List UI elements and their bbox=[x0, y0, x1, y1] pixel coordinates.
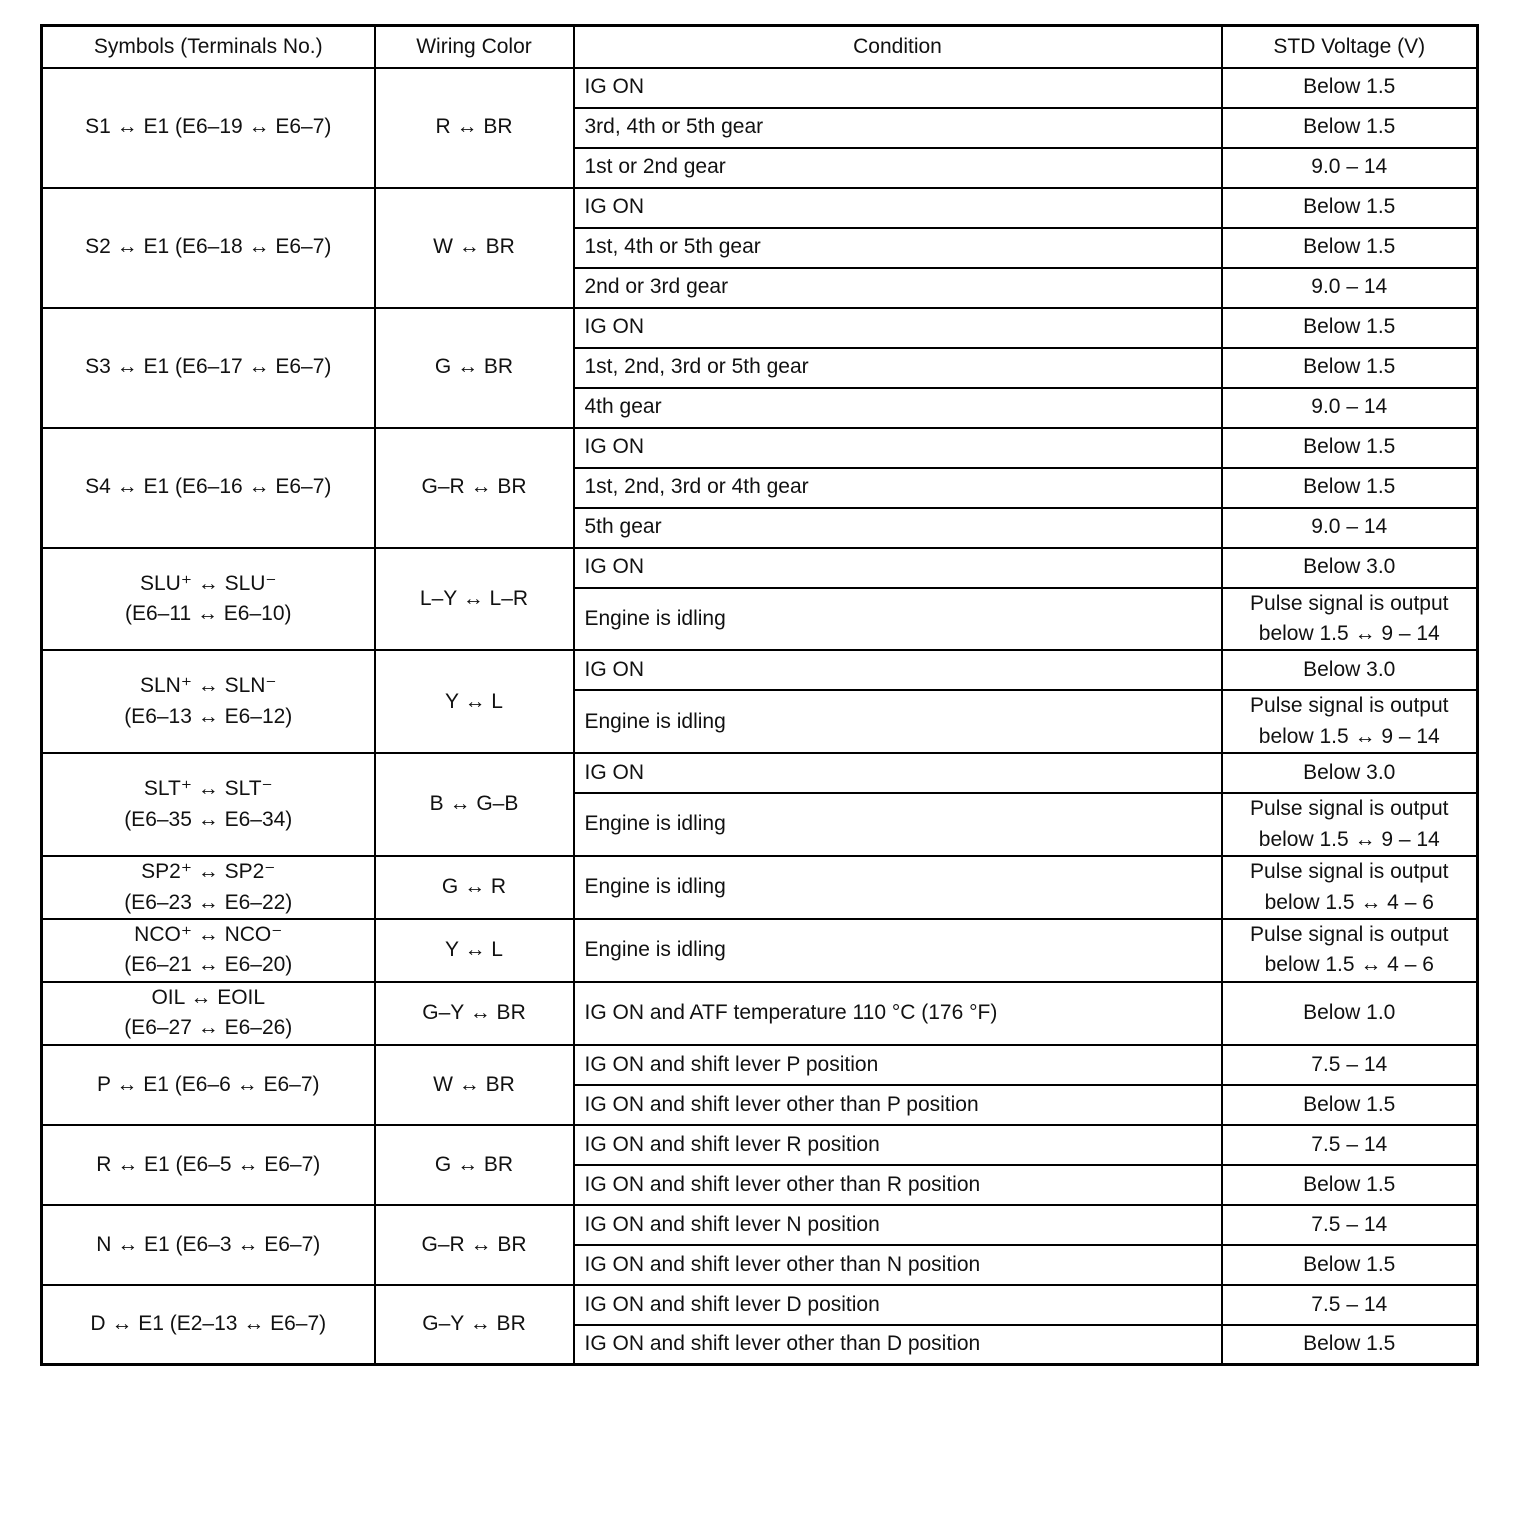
std-voltage-cell bbox=[1222, 188, 1478, 228]
voltage-text: Pulse signal is output bbox=[1250, 591, 1449, 615]
wiring-color-cell: G–R ↔ BR bbox=[375, 428, 574, 548]
table-body bbox=[42, 68, 1478, 1365]
table-row bbox=[42, 1205, 1478, 1245]
table-row bbox=[42, 856, 1478, 919]
table-row bbox=[42, 753, 1478, 793]
voltage-text: 7.5 – 14 bbox=[1311, 1132, 1388, 1156]
std-voltage-cell bbox=[1222, 793, 1478, 856]
std-voltage-cell bbox=[1222, 1045, 1478, 1085]
header-symbols: Symbols (Terminals No.) bbox=[42, 26, 375, 68]
voltage-text: Pulse signal is output bbox=[1250, 797, 1449, 821]
std-voltage-cell bbox=[1222, 1165, 1478, 1205]
table-row bbox=[42, 1285, 1478, 1325]
symbol-text: (E6–21 ↔ E6–20) bbox=[124, 953, 293, 977]
voltage-text: Below 1.5 bbox=[1303, 315, 1396, 339]
std-voltage-cell bbox=[1222, 388, 1478, 428]
wiring-color-cell: W ↔ BR bbox=[375, 1045, 574, 1125]
std-voltage-cell bbox=[1222, 108, 1478, 148]
symbol-cell bbox=[42, 188, 375, 308]
voltage-text: 7.5 – 14 bbox=[1311, 1212, 1388, 1236]
voltage-text: Below 1.5 bbox=[1303, 235, 1396, 259]
symbol-text: NCO⁺ ↔ NCO⁻ bbox=[134, 923, 283, 946]
voltage-text: Pulse signal is output bbox=[1250, 694, 1449, 718]
wiring-color-cell: R ↔ BR bbox=[375, 68, 574, 188]
symbol-cell bbox=[42, 548, 375, 651]
wiring-color-cell: L–Y ↔ L–R bbox=[375, 548, 574, 651]
wiring-color-cell: G–Y ↔ BR bbox=[375, 1285, 574, 1365]
symbol-cell bbox=[42, 1045, 375, 1125]
symbol-text: P ↔ E1 (E6–6 ↔ E6–7) bbox=[96, 1072, 320, 1096]
voltage-text: Below 1.5 bbox=[1303, 115, 1396, 139]
std-voltage-cell bbox=[1222, 548, 1478, 588]
voltage-text: Below 1.5 bbox=[1303, 1092, 1396, 1116]
std-voltage-cell bbox=[1222, 919, 1478, 982]
std-voltage-cell bbox=[1222, 753, 1478, 793]
std-voltage-cell bbox=[1222, 68, 1478, 108]
std-voltage-cell bbox=[1222, 1125, 1478, 1165]
symbol-text: SLT⁺ ↔ SLT⁻ bbox=[143, 777, 273, 801]
condition-cell: 1st, 2nd, 3rd or 5th gear bbox=[574, 348, 1222, 388]
symbol-text: (E6–35 ↔ E6–34) bbox=[124, 807, 293, 831]
condition-cell: IG ON and shift lever other than D position bbox=[574, 1325, 1222, 1365]
voltage-text: 9.0 – 14 bbox=[1311, 275, 1388, 299]
symbol-text: SLN⁺ ↔ SLN⁻ bbox=[139, 674, 277, 698]
std-voltage-cell bbox=[1222, 1245, 1478, 1285]
voltage-text: below 1.5 ↔ 9 – 14 bbox=[1258, 827, 1440, 851]
std-voltage-cell bbox=[1222, 588, 1478, 651]
wiring-color-cell: Y ↔ L bbox=[375, 650, 574, 753]
condition-cell: 1st, 4th or 5th gear bbox=[574, 228, 1222, 268]
voltage-text: Below 1.5 bbox=[1303, 475, 1396, 499]
symbol-text: SP2⁺ ↔ SP2⁻ bbox=[141, 860, 276, 884]
voltage-text: Below 1.5 bbox=[1303, 1252, 1396, 1276]
condition-cell: IG ON bbox=[574, 650, 1222, 690]
header-wiring-color: Wiring Color bbox=[375, 26, 574, 68]
voltage-text: below 1.5 ↔ 4 – 6 bbox=[1264, 953, 1434, 977]
symbol-text: S1 ↔ E1 (E6–19 ↔ E6–7) bbox=[85, 115, 332, 139]
table-row bbox=[42, 1045, 1478, 1085]
std-voltage-cell bbox=[1222, 468, 1478, 508]
voltage-text: Below 1.5 bbox=[1303, 1172, 1396, 1196]
wiring-color-cell: G–R ↔ BR bbox=[375, 1205, 574, 1285]
symbol-text: S2 ↔ E1 (E6–18 ↔ E6–7) bbox=[85, 235, 332, 259]
symbol-cell bbox=[42, 308, 375, 428]
voltage-text: Below 1.5 bbox=[1303, 75, 1396, 99]
voltage-text: Below 1.5 bbox=[1303, 435, 1396, 459]
std-voltage-cell bbox=[1222, 348, 1478, 388]
voltage-text: 9.0 – 14 bbox=[1311, 395, 1388, 419]
voltage-text: Pulse signal is output bbox=[1250, 923, 1449, 946]
symbol-text: (E6–11 ↔ E6–10) bbox=[124, 601, 292, 625]
voltage-text: Below 1.5 bbox=[1303, 1332, 1396, 1356]
table-row bbox=[42, 919, 1478, 982]
voltage-text: 9.0 – 14 bbox=[1311, 155, 1388, 179]
std-voltage-cell bbox=[1222, 1085, 1478, 1125]
condition-cell: IG ON and shift lever R position bbox=[574, 1125, 1222, 1165]
wiring-color-cell: G ↔ BR bbox=[375, 1125, 574, 1205]
condition-cell: 1st or 2nd gear bbox=[574, 148, 1222, 188]
symbol-cell bbox=[42, 856, 375, 919]
symbol-cell bbox=[42, 68, 375, 188]
std-voltage-cell bbox=[1222, 690, 1478, 753]
symbol-text: S3 ↔ E1 (E6–17 ↔ E6–7) bbox=[85, 355, 332, 379]
wiring-color-cell: B ↔ G–B bbox=[375, 753, 574, 856]
table-row bbox=[42, 1125, 1478, 1165]
voltage-text: 7.5 – 14 bbox=[1311, 1292, 1388, 1316]
voltage-text: Below 1.5 bbox=[1303, 195, 1396, 219]
symbol-cell bbox=[42, 919, 375, 982]
symbol-cell bbox=[42, 982, 375, 1045]
voltage-text: Below 3.0 bbox=[1303, 761, 1396, 785]
condition-cell: IG ON and shift lever other than N position bbox=[574, 1245, 1222, 1285]
symbol-text: D ↔ E1 (E2–13 ↔ E6–7) bbox=[90, 1312, 327, 1336]
condition-cell: IG ON bbox=[574, 753, 1222, 793]
table-row bbox=[42, 982, 1478, 1045]
std-voltage-cell bbox=[1222, 308, 1478, 348]
header-condition: Condition bbox=[574, 26, 1222, 68]
std-voltage-cell bbox=[1222, 1205, 1478, 1245]
symbol-text: S4 ↔ E1 (E6–16 ↔ E6–7) bbox=[85, 475, 332, 499]
condition-cell: 2nd or 3rd gear bbox=[574, 268, 1222, 308]
std-voltage-cell bbox=[1222, 1325, 1478, 1365]
condition-cell: IG ON bbox=[574, 548, 1222, 588]
voltage-text: Pulse signal is output bbox=[1250, 860, 1449, 884]
symbol-cell bbox=[42, 1285, 375, 1365]
std-voltage-cell bbox=[1222, 982, 1478, 1045]
condition-cell: Engine is idling bbox=[574, 793, 1222, 856]
voltage-spec-table bbox=[40, 24, 1479, 1366]
condition-cell: 4th gear bbox=[574, 388, 1222, 428]
table-row bbox=[42, 188, 1478, 228]
condition-cell: IG ON and shift lever other than R position bbox=[574, 1165, 1222, 1205]
symbol-text: (E6–13 ↔ E6–12) bbox=[124, 704, 293, 728]
table-row bbox=[42, 548, 1478, 588]
voltage-text: Below 1.5 bbox=[1303, 355, 1396, 379]
condition-cell: IG ON bbox=[574, 68, 1222, 108]
std-voltage-cell bbox=[1222, 428, 1478, 468]
condition-cell: Engine is idling bbox=[574, 919, 1222, 982]
std-voltage-cell bbox=[1222, 148, 1478, 188]
condition-cell: IG ON and shift lever D position bbox=[574, 1285, 1222, 1325]
voltage-text: below 1.5 ↔ 9 – 14 bbox=[1258, 621, 1440, 645]
symbol-cell bbox=[42, 428, 375, 548]
symbol-text: (E6–27 ↔ E6–26) bbox=[124, 1016, 293, 1040]
condition-cell: 5th gear bbox=[574, 508, 1222, 548]
std-voltage-cell bbox=[1222, 268, 1478, 308]
condition-cell: IG ON bbox=[574, 188, 1222, 228]
condition-cell: 1st, 2nd, 3rd or 4th gear bbox=[574, 468, 1222, 508]
voltage-text: Below 1.0 bbox=[1303, 1001, 1396, 1025]
voltage-text: 9.0 – 14 bbox=[1311, 515, 1388, 539]
std-voltage-cell bbox=[1222, 228, 1478, 268]
std-voltage-cell bbox=[1222, 1285, 1478, 1325]
condition-cell: IG ON and ATF temperature 110 °C (176 °F) bbox=[574, 982, 1222, 1045]
wiring-color-cell: G ↔ R bbox=[375, 856, 574, 919]
condition-cell: IG ON bbox=[574, 428, 1222, 468]
table-row bbox=[42, 650, 1478, 690]
symbol-text: OIL ↔ EOIL bbox=[151, 985, 266, 1009]
std-voltage-cell bbox=[1222, 650, 1478, 690]
table-row bbox=[42, 428, 1478, 468]
table-row bbox=[42, 68, 1478, 108]
condition-cell: IG ON and shift lever other than P position bbox=[574, 1085, 1222, 1125]
std-voltage-cell bbox=[1222, 856, 1478, 919]
symbol-cell bbox=[42, 1205, 375, 1285]
condition-cell: IG ON and shift lever N position bbox=[574, 1205, 1222, 1245]
condition-cell: IG ON and shift lever P position bbox=[574, 1045, 1222, 1085]
voltage-text: Below 3.0 bbox=[1303, 658, 1396, 682]
condition-cell: 3rd, 4th or 5th gear bbox=[574, 108, 1222, 148]
wiring-color-cell: G–Y ↔ BR bbox=[375, 982, 574, 1045]
symbol-text: (E6–23 ↔ E6–22) bbox=[124, 890, 293, 914]
symbol-text: N ↔ E1 (E6–3 ↔ E6–7) bbox=[96, 1232, 321, 1256]
symbol-text: R ↔ E1 (E6–5 ↔ E6–7) bbox=[96, 1152, 321, 1176]
wiring-color-cell: W ↔ BR bbox=[375, 188, 574, 308]
condition-cell: IG ON bbox=[574, 308, 1222, 348]
condition-cell: Engine is idling bbox=[574, 690, 1222, 753]
voltage-text: below 1.5 ↔ 4 – 6 bbox=[1264, 890, 1434, 914]
condition-cell: Engine is idling bbox=[574, 588, 1222, 651]
voltage-text: 7.5 – 14 bbox=[1311, 1052, 1388, 1076]
wiring-color-cell: G ↔ BR bbox=[375, 308, 574, 428]
std-voltage-cell bbox=[1222, 508, 1478, 548]
symbol-cell bbox=[42, 1125, 375, 1205]
header-std-voltage: STD Voltage (V) bbox=[1222, 26, 1478, 68]
table-row bbox=[42, 308, 1478, 348]
symbol-cell bbox=[42, 753, 375, 856]
voltage-text: Below 3.0 bbox=[1303, 555, 1396, 579]
header-row bbox=[42, 26, 1478, 68]
symbol-cell bbox=[42, 650, 375, 753]
voltage-text: below 1.5 ↔ 9 – 14 bbox=[1258, 724, 1440, 748]
condition-cell: Engine is idling bbox=[574, 856, 1222, 919]
wiring-color-cell: Y ↔ L bbox=[375, 919, 574, 982]
symbol-text: SLU⁺ ↔ SLU⁻ bbox=[139, 571, 277, 595]
